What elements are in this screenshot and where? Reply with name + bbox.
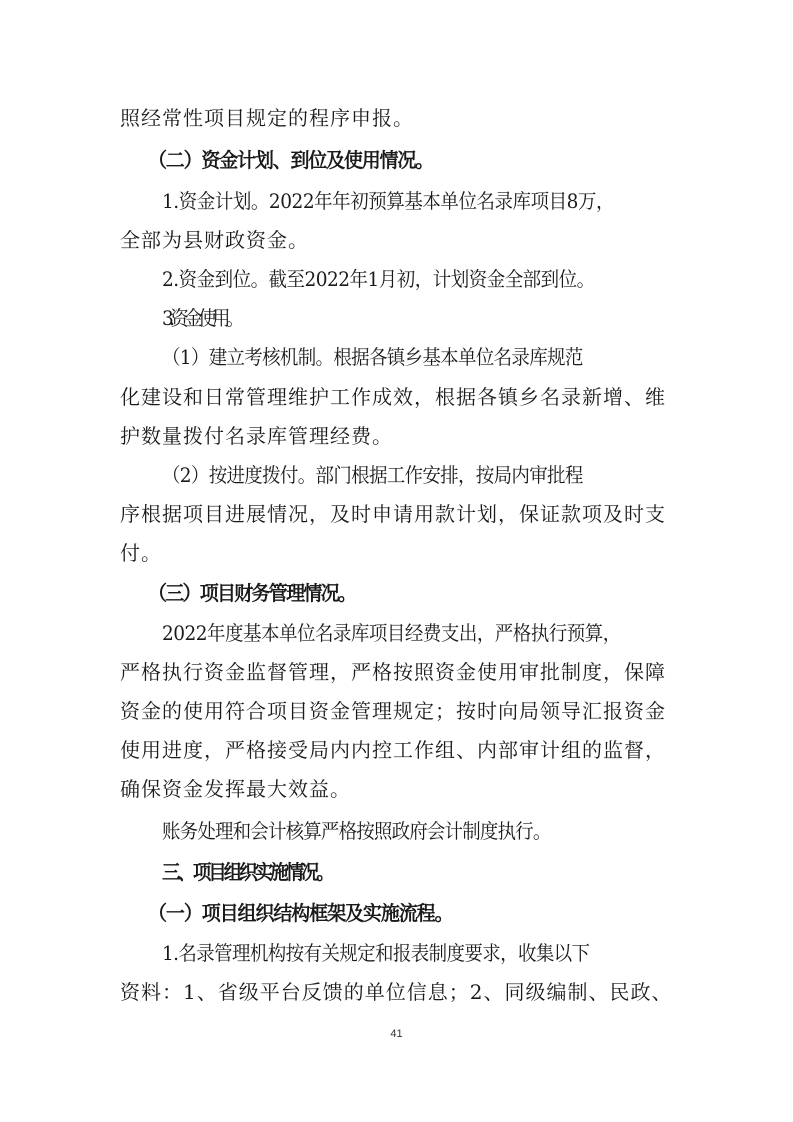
section-heading: （一）项目组织结构框架及实施流程。 bbox=[148, 901, 453, 925]
section-heading: 三、项目组织实施情况。 bbox=[162, 860, 332, 884]
paragraph-line: 付。 bbox=[120, 541, 162, 565]
paragraph-line: （1）建立考核机制。根据各镇乡基本单位名录库规范 bbox=[162, 345, 583, 369]
paragraph-line: 化建设和日常管理维护工作成效，根据各镇乡名录新增、维 bbox=[120, 385, 666, 409]
paragraph-line: 2022年度基本单位名录库项目经费支出，严格执行预算， bbox=[162, 621, 621, 645]
paragraph-line: 资料：1、省级平台反馈的单位信息；2、同级编制、民政、 bbox=[120, 980, 673, 1004]
paragraph-line: 照经常性项目规定的程序申报。 bbox=[120, 106, 414, 130]
section-heading: （二）资金计划、到位及使用情况。 bbox=[148, 148, 433, 172]
paragraph-line: 3.资金使用。 bbox=[162, 306, 240, 330]
page-number: 41 bbox=[390, 1028, 403, 1040]
paragraph-line: 确保资金发挥最大效益。 bbox=[120, 777, 351, 801]
paragraph-line: （2）按进度拨付。部门根据工作安排，按局内审批程 bbox=[162, 463, 583, 487]
paragraph-line: 序根据项目进展情况，及时申请用款计划，保证款项及时支 bbox=[120, 502, 666, 526]
paragraph-line: 全部为县财政资金。 bbox=[120, 228, 309, 252]
paragraph-line: 2.资金到位。截至2022年1月初，计划资金全部到位。 bbox=[162, 267, 595, 291]
paragraph-line: 资金的使用符合项目资金管理规定；按时向局领导汇报资金 bbox=[120, 699, 666, 723]
paragraph-line: 账务处理和会计核算严格按照政府会计制度执行。 bbox=[162, 819, 551, 843]
paragraph-line: 严格执行资金监督管理，严格按照资金使用审批制度，保障 bbox=[120, 660, 666, 684]
paragraph-line: 1.名录管理机构按有关规定和报表制度要求，收集以下 bbox=[162, 941, 590, 965]
paragraph-line: 使用进度，严格接受局内内控工作组、内部审计组的监督， bbox=[120, 738, 666, 762]
paragraph-line: 1.资金计划。2022年年初预算基本单位名录库项目8万， bbox=[162, 189, 615, 213]
paragraph-line: 护数量拨付名录库管理经费。 bbox=[120, 424, 393, 448]
section-heading: （三）项目财务管理情况。 bbox=[148, 581, 356, 605]
